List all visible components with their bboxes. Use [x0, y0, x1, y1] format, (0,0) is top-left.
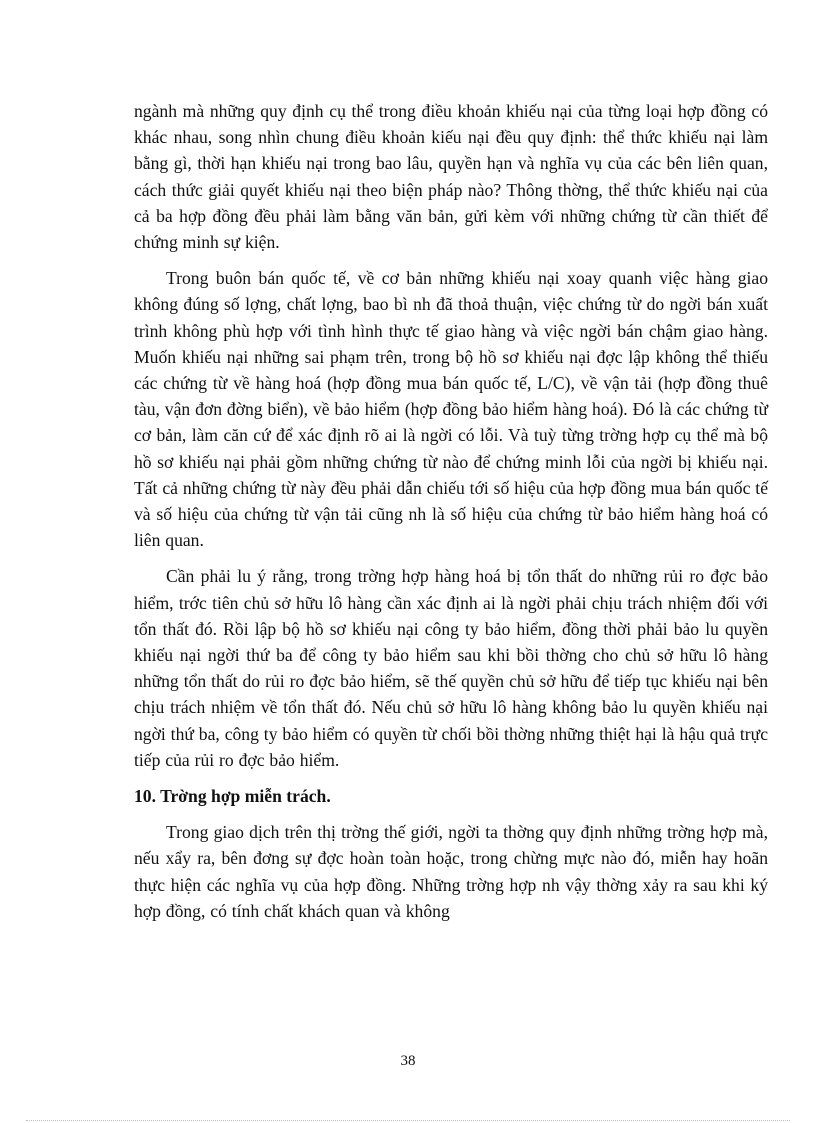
paragraph-claims-forms: ngành mà những quy định cụ thể trong điều khoản khiếu nại của từng loại hợp đồng có khác nhau, song nhìn chung điều khoản kiếu nại đều quy định: thể thức khiếu nại làm bằng gì, thời hạn khiếu nại trong bao lâu, quyền hạn và nghĩa vụ của các bên liên quan, cách thức giải quyết khiếu nại theo biện pháp nào? Thông thờng, thể thức khiếu nại của cả ba hợp đồng đều phải làm bằng văn bản, gửi kèm với những chứng từ cần thiết để chứng minh sự kiện.: [134, 101, 768, 253]
page-body: [134, 98, 768, 924]
footer-divider: [26, 1120, 790, 1121]
section-heading: 10. Trờng hợp miễn trách.: [134, 786, 331, 807]
paragraph-exemption-cases: Trong giao dịch trên thị trờng thế giới, ngời ta thờng quy định những trờng hợp mà, nếu xẩy ra, bên đơng sự đợc hoàn toàn hoặc, trong chừng mực nào đó, miễn hay hoãn thực hiện các nghĩa vụ của hợp đồng. Những trờng hợp nh vậy thờng xảy ra sau khi ký hợp đồng, có tính chất khách quan và không: [134, 822, 768, 921]
page-number: 38: [400, 1053, 416, 1069]
paragraph-insurance-note: Cần phải lu ý rằng, trong trờng hợp hàng hoá bị tổn thất do những rủi ro đợc bảo hiểm, trớc tiên chủ sở hữu lô hàng cần xác định ai là ngời phải chịu trách nhiệm đối với tổn thất đó. Rồi lập bộ hồ sơ khiếu nại công ty bảo hiểm, đồng thời phải bảo lu quyền khiếu nại ngời thứ ba để công ty bảo hiểm sau khi bồi thờng cho chủ sở hữu lô hàng những tổn thất do rủi ro đợc bảo hiểm, sẽ thế quyền chủ sở hữu để tiếp tục khiếu nại bên chịu trách nhiệm về tổn thất đó. Nếu chủ sở hữu lô hàng không bảo lu quyền khiếu nại ngời thứ ba, công ty bảo hiểm có quyền từ chối bồi thờng những thiệt hại là hậu quả trực tiếp của rủi ro đợc bảo hiểm.: [134, 566, 769, 770]
paragraph-international-trade-claims: Trong buôn bán quốc tế, về cơ bản những khiếu nại xoay quanh việc hàng giao không đúng số lợng, chất lợng, bao bì nh đã thoả thuận, việc chứng từ do ngời bán xuất trình không phù hợp với tình hình thực tế giao hàng và việc ngời bán chậm giao hàng. Muốn khiếu nại những sai phạm trên, trong bộ hồ sơ khiếu nại đợc lập không thể thiếu các chứng từ về hàng hoá (hợp đồng mua bán quốc tế, L/C), về vận tải (hợp đồng thuê tàu, vận đơn đờng biển), về bảo hiểm (hợp đồng bảo hiểm hàng hoá). Đó là các chứng từ cơ bản, làm căn cứ để xác định rõ ai là ngời có lỗi. Và tuỳ từng trờng hợp cụ thể mà bộ hồ sơ khiếu nại phải gồm những chứng từ nào để chứng minh lỗi của ngời bị khiếu nại. Tất cả những chứng từ này đều phải dẫn chiếu tới số hiệu của hợp đồng mua bán quốc tế và số hiệu của chứng từ vận tải cũng nh là số hiệu của chứng từ bảo hiểm hàng hoá có liên quan.: [134, 268, 768, 551]
